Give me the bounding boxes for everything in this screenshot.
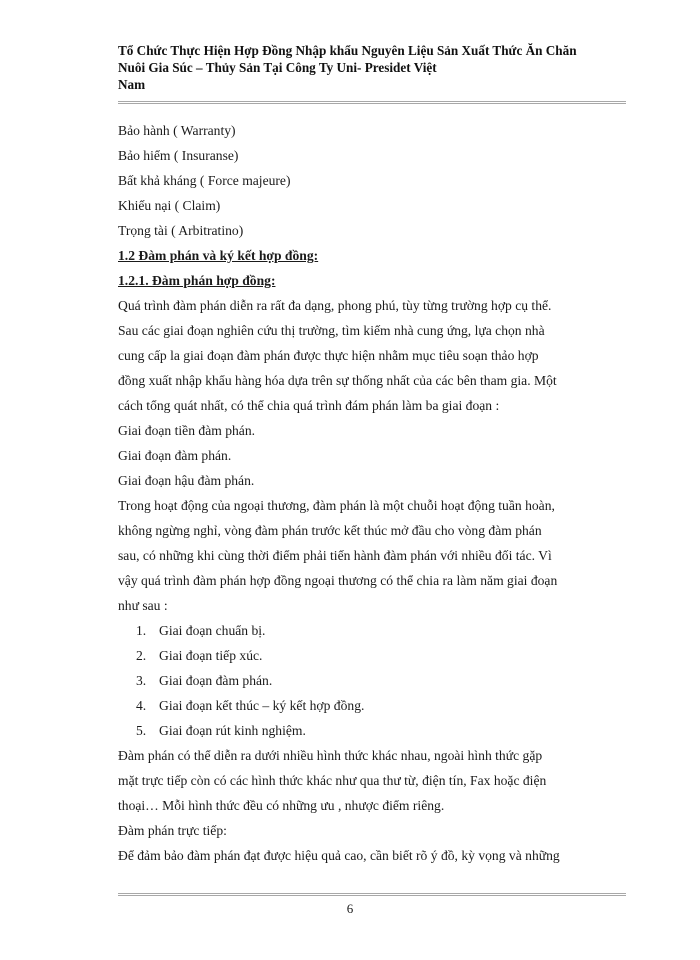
list-text: Giai đoạn kết thúc – ký kết hợp đồng.: [159, 698, 365, 713]
paragraph-foreign-trade: [118, 493, 618, 618]
section-heading: 1.2 Đàm phán và ký kết hợp đồng:: [118, 248, 319, 263]
paragraph-line: Để đảm bảo đàm phán đạt được hiệu quả cao, cần biết rõ ý đồ, kỳ vọng và những: [118, 848, 560, 863]
list-item: [118, 618, 618, 643]
paragraph-line: sau, có những khi cùng thời điểm phải tiến hành đàm phán với nhiều đối tác. Vì: [118, 548, 552, 563]
header-rule: [118, 101, 626, 104]
list-text: Giai đoạn rút kinh nghiệm.: [159, 723, 306, 738]
paragraph-line: cách tổng quát nhất, có thể chia quá trình đám phán làm ba giai đoạn :: [118, 398, 500, 413]
paragraph-line: Trong hoạt động của ngoại thương, đàm phán là một chuỗi hoạt động tuần hoàn,: [118, 498, 555, 513]
list-item: [118, 643, 618, 668]
phase-post-negotiation: Giai đoạn hậu đàm phán.: [118, 473, 255, 488]
term-insurance: Bảo hiểm ( Insuranse): [118, 148, 239, 163]
term-arbitration: Trọng tài ( Arbitratino): [118, 223, 244, 238]
footer-rule: [118, 893, 626, 896]
list-number: 5.: [136, 723, 147, 738]
paragraph-line: đồng xuất nhập khẩu hàng hóa dựa trên sự thống nhất của các bên tham gia. Một: [118, 373, 557, 388]
list-number: 3.: [136, 673, 147, 688]
paragraph-line: mặt trực tiếp còn có các hình thức khác như qua thư từ, điện tín, Fax hoặc điện: [118, 773, 547, 788]
page-number: 6: [346, 901, 354, 916]
header-line: Tổ Chức Thực Hiện Hợp Đồng Nhập khẩu Nguyên Liệu Sản Xuất Thức Ăn Chăn: [118, 43, 577, 58]
subsection-heading: 1.2.1. Đàm phán hợp đồng:: [118, 273, 276, 288]
term-warranty: Bảo hành ( Warranty): [118, 123, 236, 138]
term-force-majeure: Bất khả kháng ( Force majeure): [118, 173, 291, 188]
running-header: [118, 42, 623, 93]
phase-pre-negotiation: Giai đoạn tiền đàm phán.: [118, 423, 256, 438]
list-number: 2.: [136, 648, 147, 663]
negotiation-steps-list: [118, 618, 618, 743]
header-line: Nam: [118, 77, 146, 92]
list-text: Giai đoạn đàm phán.: [159, 673, 273, 688]
list-item: [118, 668, 618, 693]
list-text: Giai đoạn tiếp xúc.: [159, 648, 263, 663]
paragraph-line: như sau :: [118, 598, 168, 613]
paragraph-negotiation-forms: [118, 743, 618, 818]
list-item: [118, 693, 618, 718]
list-number: 1.: [136, 623, 147, 638]
direct-negotiation-label: Đàm phán trực tiếp:: [118, 823, 227, 838]
paragraph-line: cung cấp la giai đoạn đàm phán được thực hiện nhằm mục tiêu soạn thảo hợp: [118, 348, 539, 363]
paragraph-negotiation-overview: [118, 293, 618, 418]
list-item: [118, 718, 618, 743]
list-text: Giai đoạn chuẩn bị.: [159, 623, 266, 638]
document-body: [118, 118, 618, 868]
paragraph-line: vậy quá trình đàm phán hợp đồng ngoại thương có thể chia ra làm năm giai đoạn: [118, 573, 558, 588]
paragraph-line: Sau các giai đoạn nghiên cứu thị trường, tìm kiếm nhà cung ứng, lựa chọn nhà: [118, 323, 545, 338]
header-line: Nuôi Gia Súc – Thủy Sản Tại Công Ty Uni- Presidet Việt: [118, 60, 437, 75]
paragraph-line: thoại… Mỗi hình thức đều có những ưu , nhược điểm riêng.: [118, 798, 445, 813]
list-number: 4.: [136, 698, 147, 713]
paragraph-line: Quá trình đàm phán diễn ra rất đa dạng, phong phú, tùy từng trường hợp cụ thể.: [118, 298, 552, 313]
term-claim: Khiếu nại ( Claim): [118, 198, 221, 213]
paragraph-line: Đàm phán có thể diễn ra dưới nhiều hình thức khác nhau, ngoài hình thức gặp: [118, 748, 543, 763]
paragraph-line: không ngừng nghỉ, vòng đàm phán trước kết thúc mở đầu cho vòng đàm phán: [118, 523, 542, 538]
phase-negotiation: Giai đoạn đàm phán.: [118, 448, 232, 463]
